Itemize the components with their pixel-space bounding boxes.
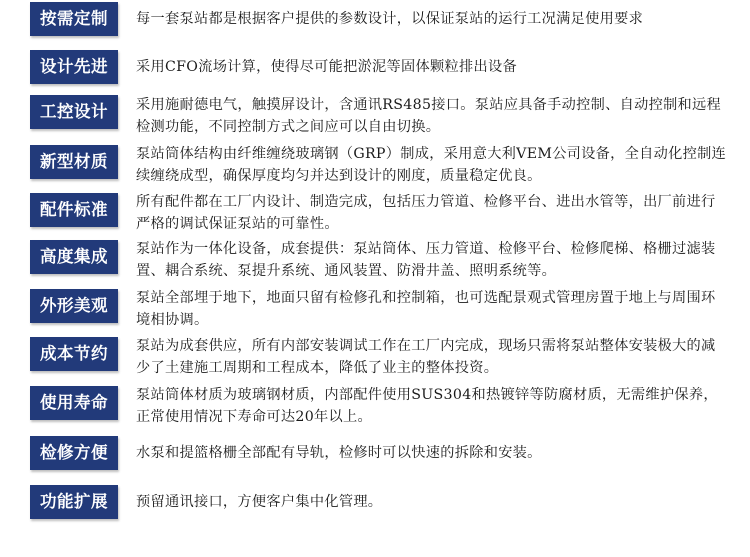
feature-description: 所有配件都在工厂内设计、制造完成，包括压力管道、检修平台、进出水管等，出厂前进行严格的调试保证泵站的可靠性。 <box>136 194 716 232</box>
feature-label: 外形美观 <box>30 289 118 323</box>
feature-label: 使用寿命 <box>30 386 118 420</box>
feature-label: 检修方便 <box>30 436 118 470</box>
feature-label: 成本节约 <box>30 337 118 371</box>
feature-description: 泵站筒体结构由纤维缠绕玻璃钢（GRP）制成，采用意大利VEM公司设备，全自动化控制连续缠绕成型，确保厚度均匀并达到设计的刚度，质量稳定优良。 <box>136 146 727 184</box>
feature-label: 工控设计 <box>30 95 118 129</box>
feature-label: 配件标准 <box>30 193 118 227</box>
feature-description: 水泵和提篮格栅全部配有导轨，检修时可以快速的拆除和安装。 <box>136 445 542 461</box>
feature-description: 预留通讯接口，方便客户集中化管理。 <box>136 494 383 510</box>
feature-description: 采用施耐德电气，触摸屏设计，含通讯RS485接口。泵站应具备手动控制、自动控制和远程检测功能，不同控制方式之间应可以自由切换。 <box>136 97 722 135</box>
feature-label: 按需定制 <box>30 2 118 36</box>
feature-label: 功能扩展 <box>30 485 118 519</box>
feature-description: 泵站为成套供应，所有内部安装调试工作在工厂内完成，现场只需将泵站整体安装极大的减少了土建施工周期和工程成本，降低了业主的整体投资。 <box>136 338 716 376</box>
feature-description: 泵站全部埋于地下，地面只留有检修孔和控制箱，也可选配景观式管理房置于地上与周围环境相协调。 <box>136 290 716 328</box>
feature-label: 高度集成 <box>30 240 118 274</box>
feature-description: 每一套泵站都是根据客户提供的参数设计，以保证泵站的运行工况满足使用要求 <box>136 11 644 27</box>
feature-description: 泵站作为一体化设备，成套提供：泵站筒体、压力管道、检修平台、检修爬梯、格栅过滤装置、耦合系统、泵提升系统、通风装置、防滑井盖、照明系统等。 <box>136 241 716 279</box>
feature-label: 设计先进 <box>30 50 118 84</box>
feature-label: 新型材质 <box>30 145 118 179</box>
feature-description: 泵站筒体材质为玻璃钢材质，内部配件使用SUS304和热镀锌等防腐材质，无需维护保养，正常使用情况下寿命可达20年以上。 <box>136 387 718 425</box>
feature-description: 采用CFO流场计算，使得尽可能把淤泥等固体颗粒排出设备 <box>136 59 517 75</box>
